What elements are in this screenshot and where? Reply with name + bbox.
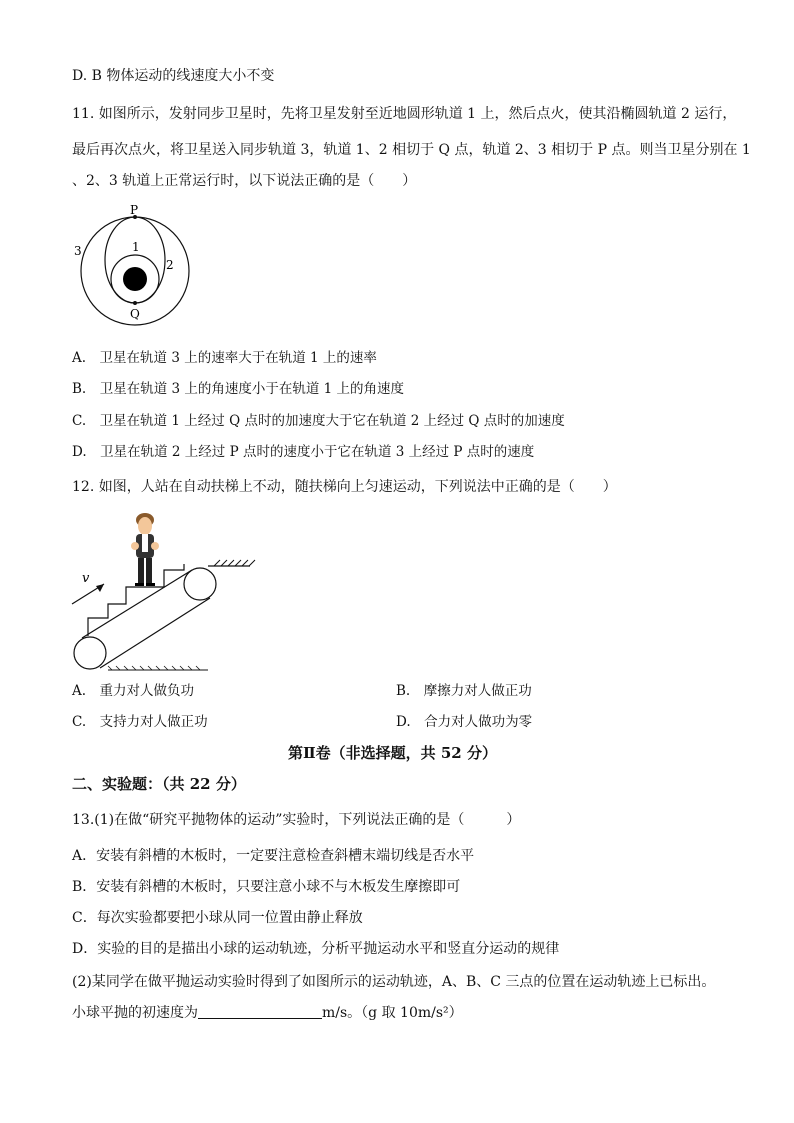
q12-option-c: C. 支持力对人做正功 (72, 714, 208, 730)
q13-fill-prefix: 小球平抛的初速度为 (72, 1005, 198, 1021)
q11-stem-line3: 、2、3 轨道上正常运行时，以下说法正确的是（ ） (72, 173, 417, 189)
earth (123, 267, 147, 291)
q13-part2: (2)某同学在做平抛运动实验时得到了如图所示的运动轨迹，A、B、C 三点的位置在运动轨迹上已标出。 (72, 974, 716, 990)
q13-option-a: A．安装有斜槽的木板时，一定要注意检查斜槽末端切线是否水平 (72, 848, 475, 864)
q11-stem-line1: 11. 如图所示，发射同步卫星时，先将卫星发射至近地圆形轨道 1 上，然后点火，使其沿椭圆轨道 2 运行， (72, 106, 737, 122)
escalator-figure (68, 506, 258, 674)
q11-option-d: D. 卫星在轨道 2 上经过 P 点时的速度小于它在轨道 3 上经过 P 点时的速度 (72, 444, 535, 460)
person-illustration (131, 513, 159, 586)
q12-option-a: A. 重力对人做负功 (72, 683, 195, 699)
q13-option-d: D．实验的目的是描出小球的运动轨迹，分析平抛运动水平和竖直分运动的规律 (72, 941, 560, 957)
label-orbit-3: 3 (74, 244, 82, 258)
orbit-figure (70, 205, 200, 327)
section2-title: 二、实验题：（共 22 分） (72, 775, 246, 793)
q13-option-b: B．安装有斜槽的木板时，只要注意小球不与木板发生摩擦即可 (72, 879, 461, 895)
q13-stem: 13.(1)在做“研究平抛物体的运动”实验时，下列说法正确的是（ ） (72, 812, 521, 828)
point-q (133, 301, 137, 305)
part2-title: 第Ⅱ卷（非选择题，共 52 分） (288, 744, 497, 762)
lower-roller (74, 637, 106, 669)
upper-roller (184, 568, 216, 600)
q12-option-b: B. 摩擦力对人做正功 (396, 683, 532, 699)
label-orbit-2: 2 (166, 258, 174, 272)
q13-answer-blank[interactable] (198, 1004, 322, 1019)
q12-stem: 12. 如图，人站在自动扶梯上不动，随扶梯向上匀速运动，下列说法中正确的是（ ） (72, 479, 617, 495)
q12-option-d: D. 合力对人做功为零 (396, 714, 533, 730)
label-orbit-1: 1 (132, 240, 140, 254)
q10-option-d: D. B 物体运动的线速度大小不变 (72, 68, 275, 84)
q11-option-a: A. 卫星在轨道 3 上的速率大于在轨道 1 上的速率 (72, 350, 377, 366)
q13-fill-line (72, 1003, 463, 1023)
label-q: Q (130, 307, 140, 321)
q13-fill-suffix: m/s。（g 取 10m/s²） (322, 1005, 463, 1021)
q11-stem-line2: 最后再次点火，将卫星送入同步轨道 3，轨道 1、2 相切于 Q 点，轨道 2、3 相切于 P 点。则当卫星分别在 1 (72, 142, 751, 158)
q13-option-c: C．每次实验都要把小球从同一位置由静止释放 (72, 910, 363, 926)
q11-option-b: B. 卫星在轨道 3 上的角速度小于在轨道 1 上的角速度 (72, 381, 405, 397)
label-v: v (82, 571, 90, 586)
q11-option-c: C. 卫星在轨道 1 上经过 Q 点时的加速度大于它在轨道 2 上经过 Q 点时的加速度 (72, 413, 565, 429)
label-p: P (130, 205, 139, 217)
